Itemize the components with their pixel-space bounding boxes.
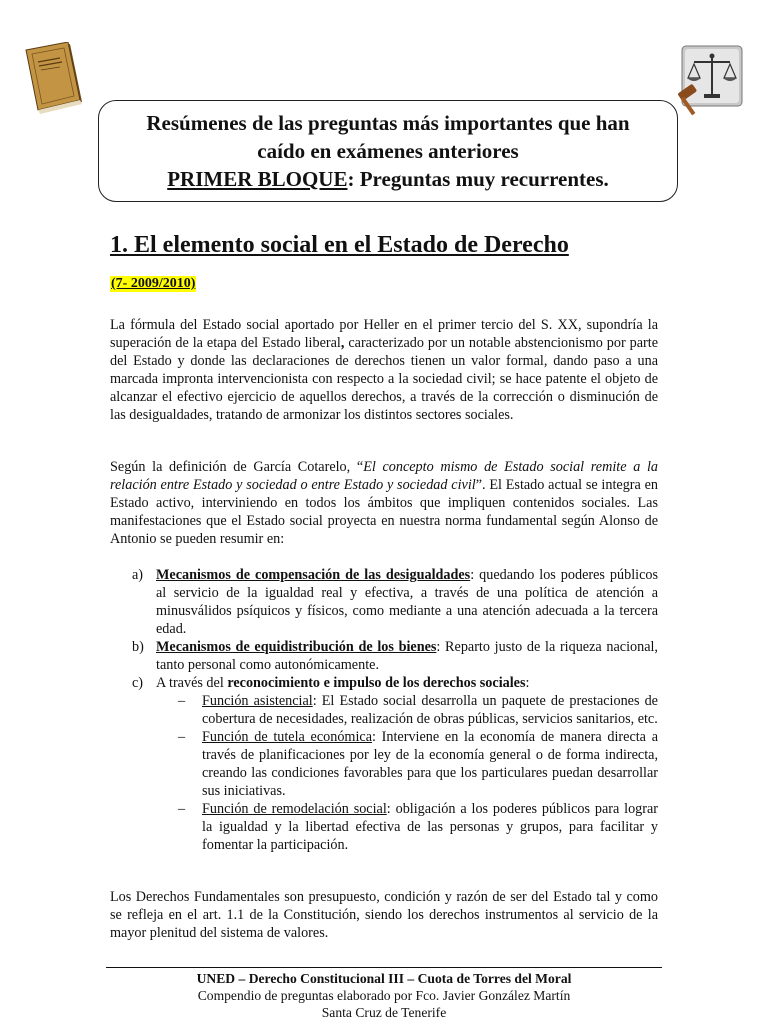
section-heading: 1. El elemento social en el Estado de Derecho — [110, 232, 569, 258]
paragraph-3: Los Derechos Fundamentales son presupuesto, condición y razón de ser del Estado tal y como se refleja en el art. 1.1 de la Constitución, siendo los derechos instrumentos al servicio de la mayor plenitud del sistema de valores. — [110, 889, 658, 941]
title-line-2: caído en exámenes anteriores — [257, 139, 519, 163]
paragraph-1-comma: , — [340, 335, 345, 351]
list-item-text: : — [525, 675, 530, 691]
list-marker: a) — [132, 567, 144, 583]
paragraph-1 — [110, 316, 658, 424]
constitution-book-icon — [24, 42, 86, 114]
sublist-item-asistencial — [156, 692, 658, 728]
dash-marker: – — [178, 729, 186, 745]
sublist-item-text: : obligación a los poderes públicos para lograr la igualdad y la libertad efectiva de las personas y grupos, para facilitar y fomentar la participación. — [202, 801, 659, 853]
footer-course: UNED – Derecho Constitucional III – Cuota de Torres del Moral — [196, 971, 572, 986]
paragraph-2-quote: El concepto mismo de Estado social remite a la relación entre Estado y sociedad o entre Estado y sociedad civil — [110, 459, 659, 493]
sublist-item-tutela — [156, 728, 658, 800]
list-item-lead: reconocimiento e impulso de los derechos sociales — [227, 675, 526, 691]
paragraph-2-text-a: Según la definición de García Cotarelo, “ — [110, 459, 364, 475]
sublist-item-lead: Función de remodelación social — [202, 801, 387, 817]
footer-location: Santa Cruz de Tenerife — [321, 1005, 447, 1020]
list-item-b — [110, 638, 658, 674]
footer-author: Compendio de preguntas elaborado por Fco. Javier González Martín — [197, 988, 571, 1003]
title-line-3 — [99, 165, 677, 193]
list-item-lead: Mecanismos de compensación de las desigualdades — [156, 567, 471, 583]
sublist-item-lead: Función asistencial — [202, 693, 313, 709]
title-line-1: Resúmenes de las preguntas más importantes que han — [146, 111, 630, 135]
dash-marker: – — [178, 801, 186, 817]
exam-tag: (7- 2009/2010) — [111, 276, 196, 291]
paragraph-2-text-b: ”. El Estado actual se integra en Estado activo, interviniendo en todos los ámbitos que impliquen contenidos sociales. Las manifestaciones que el Estado social proyecta en nuestra norma fundamental según Alonso de Antonio se pueden resumir en: — [110, 477, 658, 547]
list-marker: b) — [132, 639, 144, 655]
list-item-c — [110, 674, 658, 854]
sublist-item-text: : El Estado social desarrolla un paquete de prestaciones de cobertura de necesidades, realización de obras públicas, servicios sanitarios, etc. — [202, 693, 658, 727]
paragraph-2 — [110, 458, 658, 548]
list-marker: c) — [132, 675, 144, 691]
paragraph-1-text-a: La fórmula del Estado social aportado por Heller en el primer tercio del S. XX, supondría la superación de la etapa del Estado liberal — [110, 317, 658, 351]
list-item-text: : quedando los poderes públicos al servicio de la igualdad real y efectiva, a través de una política de atención a minusválidos psíquicos y físicos, como mediante a una atención adecuada a la tercera edad. — [156, 567, 658, 637]
sublist-item-text: : Interviene en la economía de manera directa a través de planificaciones por ley de la economía general o de forma indirecta, creando las condiciones favorables para que los particulares puedan desarrollar sus iniciativas. — [202, 729, 658, 799]
list-item-lead: Mecanismos de equidistribución de los bienes — [156, 639, 437, 655]
functions-sublist — [156, 692, 658, 854]
sublist-item-lead: Función de tutela económica — [202, 729, 373, 745]
block-label: PRIMER BLOQUE — [167, 167, 348, 191]
sublist-item-remodelacion — [156, 800, 658, 854]
list-item-a — [110, 566, 658, 638]
block-subtitle: : Preguntas muy recurrentes. — [347, 167, 609, 191]
title-box — [98, 100, 678, 202]
list-item-text: : Reparto justo de la riqueza nacional, tanto personal como autonómicamente. — [156, 639, 658, 673]
paragraph-1-text-b: caracterizado por un notable abstencionismo por parte del Estado y donde las declaraciones de derechos tienen un valor formal, dando paso a una marcada impronta intervencionista con respecto a la sociedad civil; se hace patente el objeto de alcanzar el efectivo ejercicio de aquellos derechos, a través de la corrección o disminución de las desigualdades, tratando de armonizar los distintos sectores sociales. — [110, 335, 658, 423]
list-item-pre: A través del — [156, 675, 228, 691]
dash-marker: – — [178, 693, 186, 709]
scales-gavel-icon — [676, 44, 746, 116]
footer-divider — [106, 967, 662, 968]
manifestations-list — [110, 566, 658, 854]
